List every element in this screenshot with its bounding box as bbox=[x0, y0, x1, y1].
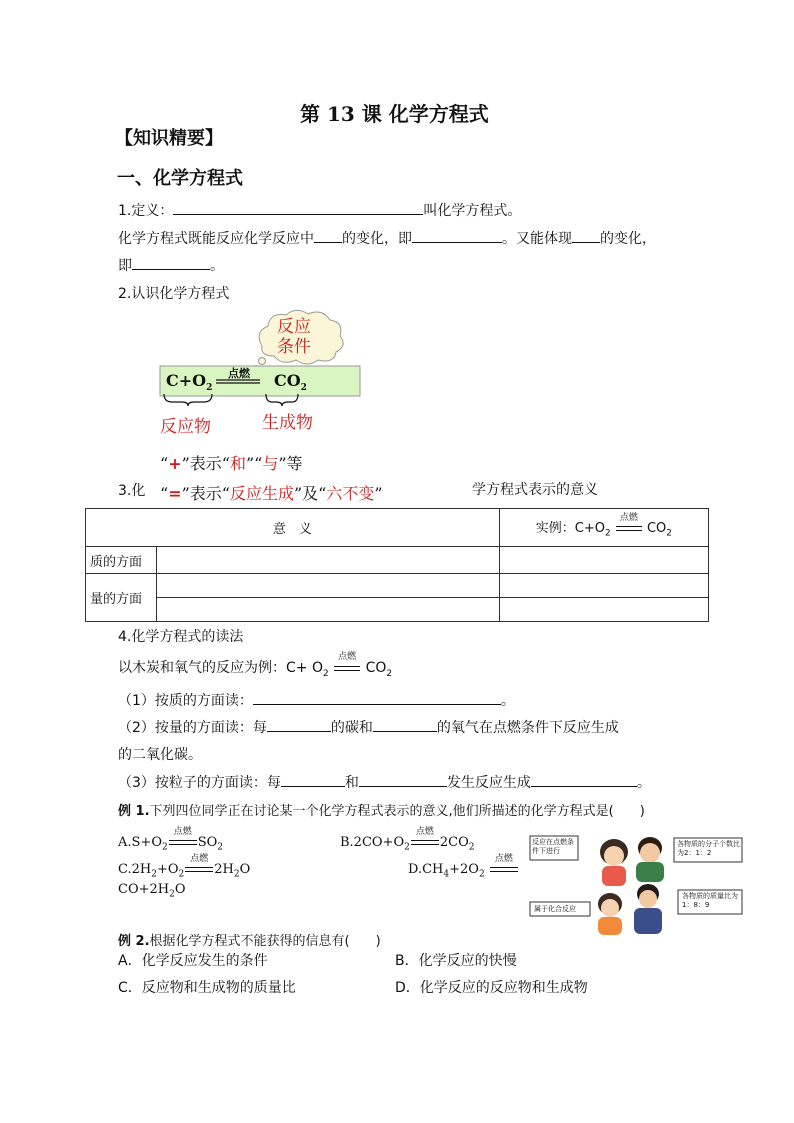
blank bbox=[253, 690, 501, 705]
equation-condition: 点燃 bbox=[228, 367, 250, 380]
example-2: 例 2.根据化学方程式不能获得的信息有( ) bbox=[118, 934, 381, 949]
table-cell bbox=[157, 598, 500, 622]
ex2-option-d[interactable]: D．化学反应的反应物和生成物 bbox=[395, 980, 588, 996]
option-d-cont: $CO+2H_2O$ bbox=[118, 882, 186, 900]
definition-prefix: 1.定义： bbox=[118, 203, 174, 219]
item-4: 4.化学方程式的读法 bbox=[118, 629, 244, 645]
table-header-meaning: 意 义 bbox=[86, 509, 500, 547]
student-boy bbox=[636, 837, 664, 882]
blank bbox=[373, 717, 437, 732]
product-label: 生成物 bbox=[262, 413, 313, 433]
ex2-option-b[interactable]: B．化学反应的快慢 bbox=[395, 953, 517, 969]
ex2-option-a[interactable]: A．化学反应发生的条件 bbox=[118, 953, 268, 969]
blank bbox=[281, 772, 345, 787]
bubble-3: 属于化合反应 bbox=[534, 905, 576, 913]
option-c[interactable]: $C.2H_2+O_2$ 点燃 $2H_2O$ bbox=[118, 854, 251, 880]
ex2-option-c[interactable]: C．反应物和生成物的质量比 bbox=[118, 980, 296, 996]
table-cell bbox=[157, 547, 500, 574]
equation-left: $C+O_2$ bbox=[166, 371, 213, 394]
definition-blank bbox=[173, 200, 423, 215]
heading-1: 一、化学方程式 bbox=[117, 168, 243, 189]
table-row bbox=[86, 547, 709, 574]
meaning-table bbox=[85, 508, 709, 622]
blank bbox=[267, 717, 331, 732]
bubble-4: 各物质的质量比为1：8：9 bbox=[682, 892, 738, 909]
line2-d: 的变化， bbox=[600, 231, 656, 247]
read-example: 以木炭和氧气的反应为例：$C+ O_2$ 点燃 $CO_2$ bbox=[118, 652, 393, 679]
item-2: 2.认识化学方程式 bbox=[118, 286, 230, 302]
table-header-example: 实例：$C+O_2$ 点燃 $CO_2$ bbox=[499, 509, 708, 547]
blank bbox=[132, 255, 210, 270]
option-a[interactable]: $A.S+O_2$ 点燃 $SO_2$ bbox=[118, 827, 224, 853]
cloud-line-2: 条件 bbox=[277, 337, 311, 357]
reactant-label: 反应物 bbox=[160, 417, 211, 437]
definition-suffix: 叫化学方程式。 bbox=[423, 203, 522, 219]
example-1: 例 1.下列四位同学正在讨论某一个化学方程式表示的意义,他们所描述的化学方程式是( ) bbox=[118, 804, 645, 819]
student-girl-2 bbox=[598, 893, 622, 935]
line2-c: 。又能体现 bbox=[502, 231, 572, 247]
section-label: 【知识精要】 bbox=[115, 128, 223, 149]
definition-line bbox=[118, 200, 521, 220]
student-girl bbox=[600, 839, 628, 886]
table-row bbox=[86, 598, 709, 622]
row-quantity: 量的方面 bbox=[86, 574, 157, 622]
line3-b: 。 bbox=[210, 258, 224, 274]
blank bbox=[314, 228, 342, 243]
plus-meaning: “+”表示“和”“与”等 bbox=[160, 454, 303, 473]
read-3: （3）按粒子的方面读：每 和 发生反应生成 。 bbox=[118, 772, 651, 792]
row-quality: 质的方面 bbox=[86, 547, 157, 574]
bubble-2: 各物质的分子个数比为2：1：2 bbox=[677, 840, 740, 857]
item-3-prefix: 3.化 bbox=[118, 483, 146, 499]
read-1: （1）按质的方面读： 。 bbox=[118, 690, 515, 710]
option-d[interactable]: $D.CH_4+2O_2$ 点燃 bbox=[408, 862, 519, 880]
blank bbox=[359, 772, 447, 787]
equation-right: $CO_2$ bbox=[274, 371, 307, 394]
blank bbox=[572, 228, 600, 243]
bubble-1: 反应在点燃条件下进行 bbox=[532, 838, 574, 855]
item-3-suffix: 学方程式表示的意义 bbox=[472, 482, 598, 498]
cloud-line-1: 反应 bbox=[277, 317, 311, 337]
line3-a: 即 bbox=[118, 258, 132, 274]
page-title: 第 13 课 化学方程式 bbox=[300, 102, 489, 126]
table-cell bbox=[499, 574, 708, 598]
line-2 bbox=[118, 228, 656, 248]
option-b[interactable]: $B.2CO+O_2$ 点燃 $2CO_2$ bbox=[340, 827, 475, 853]
table-row bbox=[86, 509, 709, 547]
table-row bbox=[86, 574, 709, 598]
blank bbox=[531, 772, 637, 787]
blank bbox=[412, 228, 502, 243]
line2-b: 的变化，即 bbox=[342, 231, 412, 247]
line2-a: 化学方程式既能反应化学反应中 bbox=[118, 231, 314, 247]
line-3 bbox=[118, 255, 224, 275]
table-cell bbox=[499, 547, 708, 574]
read-2b: 的二氧化碳。 bbox=[118, 747, 202, 763]
table-cell bbox=[157, 574, 500, 598]
table-cell bbox=[499, 598, 708, 622]
cloud-dot bbox=[259, 358, 266, 365]
equal-meaning: “=”表示“反应生成”及“六不变” bbox=[160, 484, 383, 503]
read-2: （2）按量的方面读：每 的碳和 的氧气在点燃条件下反应生成 bbox=[118, 717, 619, 737]
student-boy-2 bbox=[634, 884, 662, 934]
